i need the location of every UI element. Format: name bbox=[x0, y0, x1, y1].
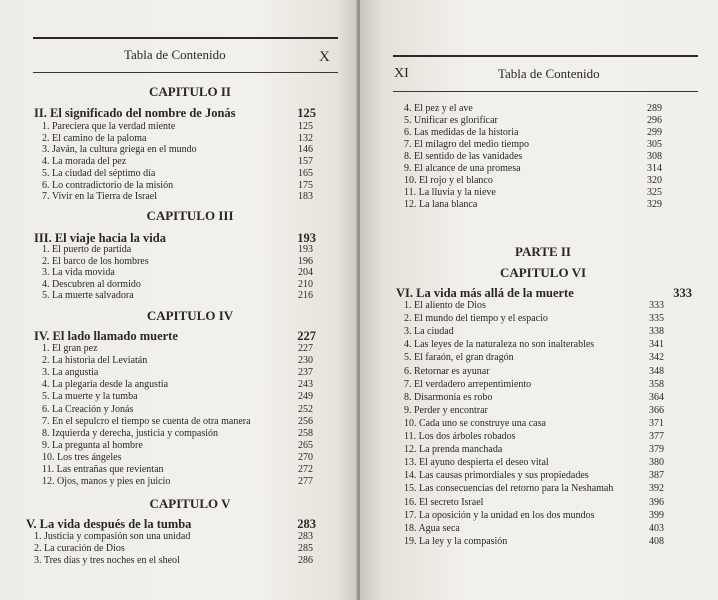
toc-entry-title: 7. El verdadero arrepentimiento bbox=[404, 378, 532, 390]
toc-entry-page: 366 bbox=[649, 404, 664, 416]
toc-entry-page: 175 bbox=[298, 179, 313, 191]
toc-entry bbox=[404, 457, 664, 468]
toc-entry bbox=[42, 476, 313, 487]
toc-entry-title: 14. Las causas primordiales y sus propiedades bbox=[404, 470, 589, 482]
toc-entry-page: 325 bbox=[647, 187, 662, 198]
toc-entry-title: 19. La ley y la compasión bbox=[404, 535, 508, 547]
toc-entry-title: 10. Los tres ángeles bbox=[42, 451, 122, 463]
toc-entry bbox=[42, 416, 313, 427]
toc-entry bbox=[42, 133, 313, 144]
toc-entry-page: 403 bbox=[649, 522, 664, 534]
toc-entry-page: 285 bbox=[298, 542, 313, 554]
toc-entry-page: 314 bbox=[647, 163, 662, 174]
toc-entry-title: 2. El camino de la paloma bbox=[42, 132, 147, 144]
toc-entry-title: 12. La prenda manchada bbox=[404, 444, 503, 456]
toc-entry-title: 6. Retornar es ayunar bbox=[404, 365, 490, 377]
toc-entry-page: 399 bbox=[649, 509, 664, 521]
right-header-title: Tabla de Contenido bbox=[498, 66, 600, 81]
toc-entry-page: 258 bbox=[298, 427, 313, 439]
toc-entry-title: 16. El secreto Israel bbox=[404, 496, 484, 508]
toc-entry-title: 2. El barco de los hombres bbox=[42, 255, 149, 267]
toc-entry-page: 308 bbox=[647, 151, 662, 162]
toc-entry-title: 3. La ciudad bbox=[404, 326, 454, 338]
left-header-numeral: X bbox=[319, 49, 330, 65]
toc-entry bbox=[42, 464, 313, 475]
toc-entry-page: 210 bbox=[298, 278, 313, 290]
chapter-heading: CAPITULO III bbox=[146, 208, 234, 223]
header-rule-top bbox=[393, 55, 698, 57]
section-heading bbox=[34, 329, 316, 344]
toc-entry bbox=[42, 244, 313, 255]
toc-entry-page: 408 bbox=[649, 535, 664, 547]
toc-entry-page: 256 bbox=[298, 415, 313, 427]
section-heading bbox=[34, 106, 316, 121]
section-title: III. El viaje hacia la vida bbox=[34, 231, 166, 245]
toc-entry-page: 387 bbox=[649, 470, 664, 482]
toc-entry bbox=[404, 483, 664, 494]
left-page bbox=[0, 0, 358, 600]
toc-entry bbox=[34, 531, 313, 542]
toc-entry-page: 216 bbox=[298, 290, 313, 302]
toc-entry bbox=[404, 523, 664, 534]
toc-entry-page: 335 bbox=[649, 313, 664, 325]
toc-entry-page: 252 bbox=[298, 403, 313, 415]
toc-entry-page: 227 bbox=[298, 343, 313, 354]
toc-entry-title: 1. Justicia y compasión son una unidad bbox=[34, 531, 191, 542]
chapter-heading: CAPITULO V bbox=[149, 496, 231, 511]
toc-entry-title: 6. La Creación y Jonás bbox=[42, 403, 134, 415]
toc-entry-title: 4. La plegaria desde la angustia bbox=[42, 379, 169, 391]
toc-entry bbox=[404, 103, 662, 114]
toc-entry bbox=[42, 290, 313, 301]
toc-entry-title: 4. El pez y el ave bbox=[404, 103, 473, 114]
toc-entry bbox=[42, 404, 313, 415]
toc-entry-page: 289 bbox=[647, 103, 662, 114]
toc-entry bbox=[42, 428, 313, 439]
toc-entry-title: 4. Las leyes de la naturaleza no son inalterables bbox=[404, 339, 595, 351]
toc-entry-title: 5. Unificar es glorificar bbox=[404, 115, 498, 126]
toc-entry-page: 272 bbox=[298, 464, 313, 475]
section-title: IV. El lado llamado muerte bbox=[34, 329, 178, 343]
toc-entry-title: 9. El alcance de una promesa bbox=[404, 163, 521, 174]
header-rule-bottom bbox=[33, 72, 338, 73]
toc-entry-page: 157 bbox=[298, 156, 313, 168]
toc-entry bbox=[42, 355, 313, 366]
toc-entry-title: 10. Cada uno se construye una casa bbox=[404, 417, 546, 429]
toc-entry bbox=[404, 163, 662, 174]
toc-entry-title: 3. La vida movida bbox=[42, 267, 115, 279]
toc-entry-title: 8. El sentido de las vanidades bbox=[404, 151, 523, 162]
right-page bbox=[360, 0, 718, 600]
right-header-numeral: XI bbox=[394, 66, 409, 81]
toc-entry-page: 320 bbox=[647, 175, 662, 186]
toc-entry-page: 379 bbox=[649, 444, 664, 456]
toc-entry-page: 125 bbox=[298, 121, 313, 132]
toc-entry-title: 17. La oposición y la unidad en los dos mundos bbox=[404, 509, 595, 521]
toc-entry bbox=[404, 366, 664, 377]
toc-entry-title: 8. Disarmonía es robo bbox=[404, 391, 493, 403]
toc-entry-title: 4. La morada del pez bbox=[42, 156, 127, 168]
toc-entry bbox=[404, 418, 664, 429]
toc-entry bbox=[404, 300, 664, 311]
toc-entry bbox=[404, 199, 662, 210]
toc-entry-page: 342 bbox=[649, 352, 664, 364]
section-page: 193 bbox=[297, 231, 316, 245]
toc-entry-title: 5. El faraón, el gran dragón bbox=[404, 352, 514, 364]
toc-entry-title: 1. El aliento de Dios bbox=[404, 300, 486, 311]
toc-entry-page: 380 bbox=[649, 457, 664, 469]
toc-entry bbox=[404, 115, 662, 126]
toc-entry bbox=[404, 175, 662, 186]
toc-entry bbox=[42, 379, 313, 390]
toc-entry-page: 146 bbox=[298, 144, 313, 156]
toc-entry-title: 1. El gran pez bbox=[42, 343, 98, 354]
toc-entry-title: 5. La muerte y la tumba bbox=[42, 391, 138, 403]
toc-entry bbox=[42, 168, 313, 179]
toc-entry-page: 132 bbox=[298, 132, 313, 144]
section-heading bbox=[396, 286, 692, 301]
toc-entry bbox=[404, 151, 662, 162]
toc-entry-page: 338 bbox=[649, 326, 664, 338]
toc-entry bbox=[42, 144, 313, 155]
toc-entry-page: 364 bbox=[649, 391, 664, 403]
toc-entry-title: 15. Las consecuencias del retorno para la Neshamah bbox=[404, 483, 614, 495]
toc-entry-title: 4. Descubren al dormido bbox=[42, 278, 141, 290]
toc-entry-page: 265 bbox=[298, 439, 313, 451]
toc-entry bbox=[42, 343, 313, 354]
toc-entry-title: 12. La lana blanca bbox=[404, 199, 478, 210]
toc-entry-page: 196 bbox=[298, 255, 313, 267]
header-rule-top bbox=[33, 37, 338, 39]
section-title: II. El significado del nombre de Jonás bbox=[34, 106, 236, 120]
toc-entry bbox=[404, 326, 664, 337]
section-page: 283 bbox=[297, 517, 316, 531]
toc-entry-title: 11. Las entrañas que revientan bbox=[42, 464, 164, 475]
toc-entry bbox=[42, 256, 313, 267]
toc-entry-page: 329 bbox=[647, 199, 662, 210]
toc-entry-title: 10. El rojo y el blanco bbox=[404, 175, 493, 186]
toc-entry bbox=[404, 313, 664, 324]
toc-entry bbox=[404, 392, 664, 403]
toc-entry bbox=[42, 452, 313, 463]
toc-entry-title: 8. Izquierda y derecha, justicia y compasión bbox=[42, 427, 219, 439]
chapter-heading: CAPITULO IV bbox=[146, 308, 234, 323]
toc-entry-title: 3. Javán, la cultura griega en el mundo bbox=[42, 144, 197, 156]
toc-entry bbox=[42, 191, 313, 202]
toc-entry-title: 6. Lo contradictorio de la misión bbox=[42, 179, 174, 191]
toc-entry-page: 333 bbox=[649, 300, 664, 311]
toc-entry-title: 3. La angustia bbox=[42, 367, 99, 379]
toc-entry-title: 6. Las medidas de la historia bbox=[404, 127, 519, 138]
toc-entry bbox=[42, 391, 313, 402]
toc-entry-title: 9. Perder y encontrar bbox=[404, 404, 488, 416]
toc-entry-page: 299 bbox=[647, 127, 662, 138]
toc-entry bbox=[42, 156, 313, 167]
toc-entry bbox=[34, 543, 313, 554]
toc-entry bbox=[42, 180, 313, 191]
toc-entry-page: 237 bbox=[298, 367, 313, 379]
toc-entry-page: 230 bbox=[298, 355, 313, 367]
toc-entry-page: 286 bbox=[298, 554, 313, 566]
toc-entry-title: 12. Ojos, manos y pies en juicio bbox=[42, 476, 171, 488]
toc-entry-page: 243 bbox=[298, 379, 313, 391]
toc-entry bbox=[42, 121, 313, 132]
toc-entry bbox=[404, 139, 662, 150]
section-heading bbox=[26, 517, 316, 532]
toc-entry bbox=[42, 367, 313, 378]
toc-entry bbox=[42, 267, 313, 278]
toc-entry bbox=[404, 536, 664, 547]
toc-entry bbox=[404, 497, 664, 508]
toc-entry-page: 371 bbox=[649, 417, 664, 429]
toc-entry-page: 377 bbox=[649, 431, 664, 442]
toc-entry bbox=[404, 339, 664, 350]
toc-entry-title: 1. El puerto de partida bbox=[42, 244, 132, 255]
toc-entry-page: 296 bbox=[647, 115, 662, 126]
toc-entry-page: 204 bbox=[298, 267, 313, 279]
toc-entry-page: 392 bbox=[649, 483, 664, 495]
toc-entry-title: 7. En el sepulcro el tiempo se cuenta de otra manera bbox=[42, 415, 251, 427]
toc-entry bbox=[404, 127, 662, 138]
toc-entry bbox=[42, 440, 313, 451]
toc-entry bbox=[404, 352, 664, 363]
toc-entry bbox=[404, 510, 664, 521]
toc-entry bbox=[404, 187, 662, 198]
toc-entry-page: 396 bbox=[649, 496, 664, 508]
left-header-title: Tabla de Contenido bbox=[124, 47, 226, 62]
toc-entry-title: 13. El ayuno despierta el deseo vital bbox=[404, 457, 549, 469]
toc-entry-title: 2. El mundo del tiempo y el espacio bbox=[404, 313, 548, 325]
toc-entry-page: 348 bbox=[649, 365, 664, 377]
toc-entry-page: 358 bbox=[649, 378, 664, 390]
section-page: 227 bbox=[297, 329, 316, 343]
toc-entry-title: 2. La curación de Dios bbox=[34, 542, 125, 554]
toc-entry-page: 305 bbox=[647, 139, 662, 150]
toc-entry-page: 193 bbox=[298, 244, 313, 255]
toc-entry-title: 18. Agua seca bbox=[404, 522, 460, 534]
part-heading: PARTE II bbox=[514, 244, 571, 259]
toc-entry bbox=[404, 470, 664, 481]
toc-entry-title: 1. Pareciera que la verdad miente bbox=[42, 121, 176, 132]
toc-entry-title: 11. La lluvia y la nieve bbox=[404, 187, 496, 198]
chapter-heading: CAPITULO II bbox=[149, 84, 231, 99]
section-title: VI. La vida más allá de la muerte bbox=[396, 286, 574, 300]
toc-entry-title: 7. El milagro del medio tiempo bbox=[404, 139, 529, 150]
header-rule-bottom bbox=[393, 91, 698, 92]
toc-entry bbox=[42, 279, 313, 290]
toc-entry-page: 165 bbox=[298, 167, 313, 179]
toc-entry-page: 277 bbox=[298, 476, 313, 488]
toc-entry bbox=[404, 444, 664, 455]
toc-entry-title: 5. La muerte salvadora bbox=[42, 290, 134, 302]
toc-entry-page: 183 bbox=[298, 191, 313, 203]
toc-entry-page: 341 bbox=[649, 339, 664, 351]
section-page: 125 bbox=[297, 106, 316, 120]
toc-entry bbox=[404, 379, 664, 390]
toc-entry bbox=[404, 431, 664, 442]
toc-entry-title: 2. La historia del Leviatán bbox=[42, 355, 148, 367]
section-title: V. La vida después de la tumba bbox=[26, 517, 192, 531]
toc-entry-title: 9. La pregunta al hombre bbox=[42, 439, 143, 451]
toc-entry-page: 283 bbox=[298, 531, 313, 542]
toc-entry bbox=[404, 405, 664, 416]
chapter-heading: CAPITULO VI bbox=[499, 265, 587, 280]
toc-entry-title: 11. Los dos árboles robados bbox=[404, 431, 516, 442]
toc-entry-title: 5. La ciudad del séptimo día bbox=[42, 167, 156, 179]
section-page: 333 bbox=[673, 286, 692, 300]
toc-entry-page: 249 bbox=[298, 391, 313, 403]
toc-entry bbox=[34, 555, 313, 566]
toc-entry-title: 3. Tres días y tres noches en el sheol bbox=[34, 554, 180, 566]
toc-entry-title: 7. Vivir en la Tierra de Israel bbox=[42, 191, 158, 203]
toc-entry-page: 270 bbox=[298, 451, 313, 463]
